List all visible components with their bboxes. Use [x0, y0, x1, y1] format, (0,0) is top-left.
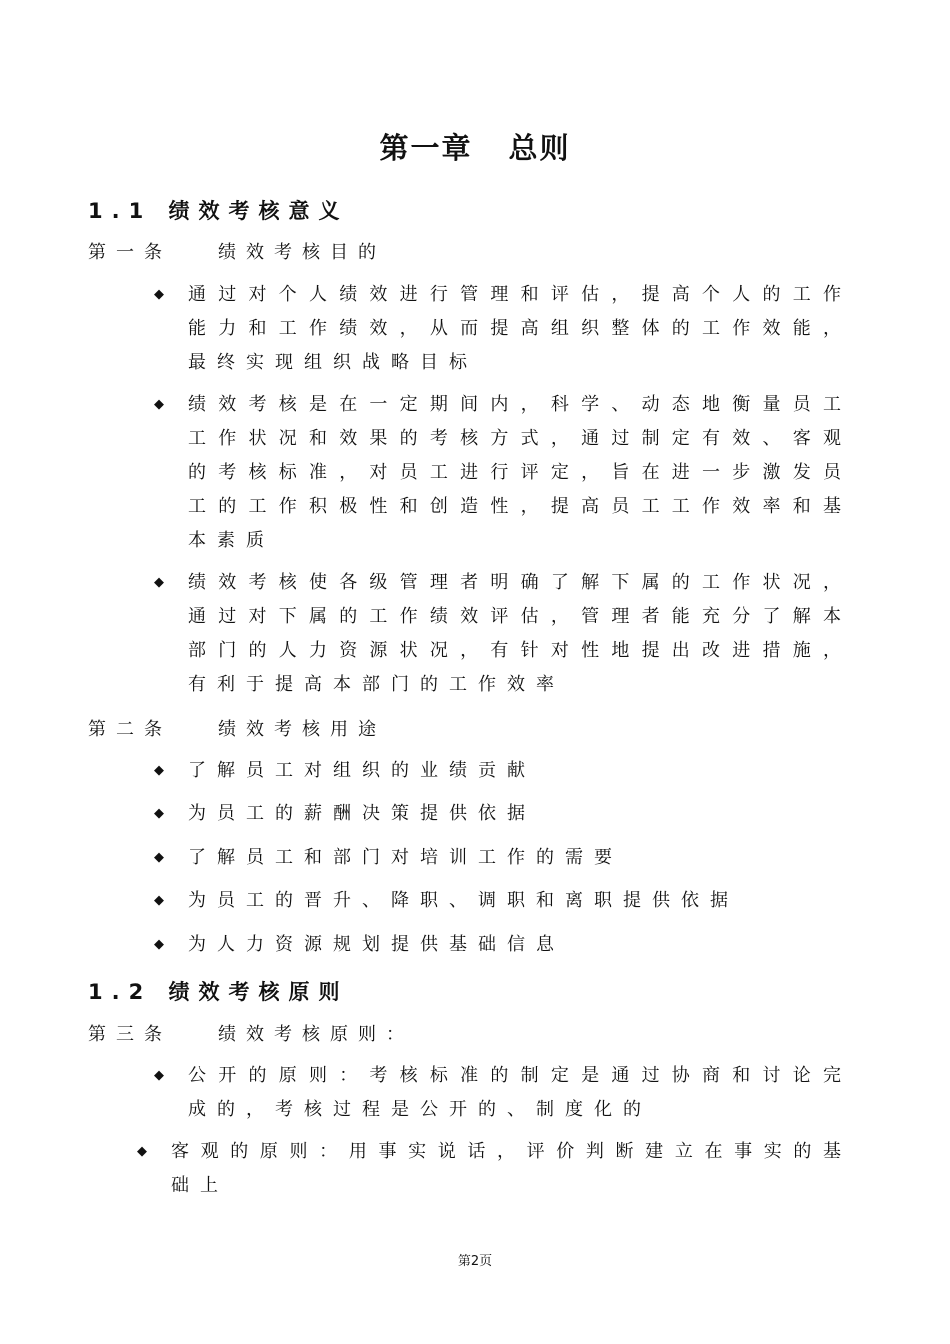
chapter-name: 总则 — [508, 131, 571, 165]
article-heading — [88, 1020, 414, 1046]
list-item-text: 通过对个人绩效进行管理和评估，提高个人的工作能力和工作绩效，从而提高组织整体的工作效能，最终实现组织战略目标 — [188, 284, 852, 373]
list-item — [154, 797, 852, 831]
list-item — [154, 841, 852, 875]
article-heading — [88, 238, 386, 264]
article-number: 第二条 — [88, 719, 172, 740]
list-item-text: 绩效考核是在一定期间内，科学、动态地衡量员工工作状况和效果的考核方式，通过制定有效、客观的考核标准，对员工进行评定，旨在进一步激发员工的工作积极性和创造性，提高员工工作效率和基本素质 — [188, 394, 852, 551]
diamond-bullet-icon: ◆ — [154, 850, 164, 865]
list-item-text: 客观的原则：用事实说话，评价判断建立在事实的基础上 — [171, 1141, 852, 1196]
diamond-bullet-icon: ◆ — [154, 893, 164, 908]
diamond-bullet-icon: ◆ — [154, 287, 164, 302]
list-item — [154, 928, 852, 962]
list-item — [154, 278, 852, 380]
diamond-bullet-icon: ◆ — [154, 806, 164, 821]
list-item-text: 绩效考核使各级管理者明确了解下属的工作状况，通过对下属的工作绩效评估，管理者能充分了解本部门的人力资源状况，有针对性地提出改进措施，有利于提高本部门的工作效率 — [188, 572, 852, 695]
section-title: 1.2 绩效考核原则 — [88, 980, 349, 1004]
list-item — [154, 388, 852, 558]
page-number: 第2页 — [457, 1254, 493, 1269]
list-item — [137, 1135, 852, 1203]
list-item — [154, 754, 852, 788]
article-title: 绩效考核目的 — [218, 242, 386, 263]
article-title: 绩效考核用途 — [218, 719, 386, 740]
diamond-bullet-icon: ◆ — [154, 575, 164, 590]
diamond-bullet-icon: ◆ — [154, 397, 164, 412]
list-item — [154, 1059, 852, 1127]
diamond-bullet-icon: ◆ — [154, 1068, 164, 1083]
list-item — [154, 884, 852, 918]
list-item-text: 了解员工和部门对培训工作的需要 — [188, 847, 623, 868]
list-item — [154, 566, 852, 702]
diamond-bullet-icon: ◆ — [154, 763, 164, 778]
list-item-text: 为员工的薪酬决策提供依据 — [188, 803, 536, 824]
list-item-text: 为人力资源规划提供基础信息 — [188, 934, 565, 955]
chapter-label: 第一章 — [379, 131, 473, 165]
article-heading — [88, 715, 386, 741]
list-item-text: 了解员工对组织的业绩贡献 — [188, 760, 536, 781]
article-number: 第三条 — [88, 1024, 172, 1045]
section-title: 1.1 绩效考核意义 — [88, 199, 349, 223]
list-item-text: 公开的原则：考核标准的制定是通过协商和讨论完成的，考核过程是公开的、制度化的 — [188, 1065, 852, 1120]
article-title: 绩效考核原则： — [218, 1024, 414, 1045]
diamond-bullet-icon: ◆ — [137, 1144, 147, 1159]
list-item-text: 为员工的晋升、降职、调职和离职提供依据 — [188, 890, 739, 911]
chapter-title — [0, 126, 950, 167]
article-number: 第一条 — [88, 242, 172, 263]
diamond-bullet-icon: ◆ — [154, 937, 164, 952]
